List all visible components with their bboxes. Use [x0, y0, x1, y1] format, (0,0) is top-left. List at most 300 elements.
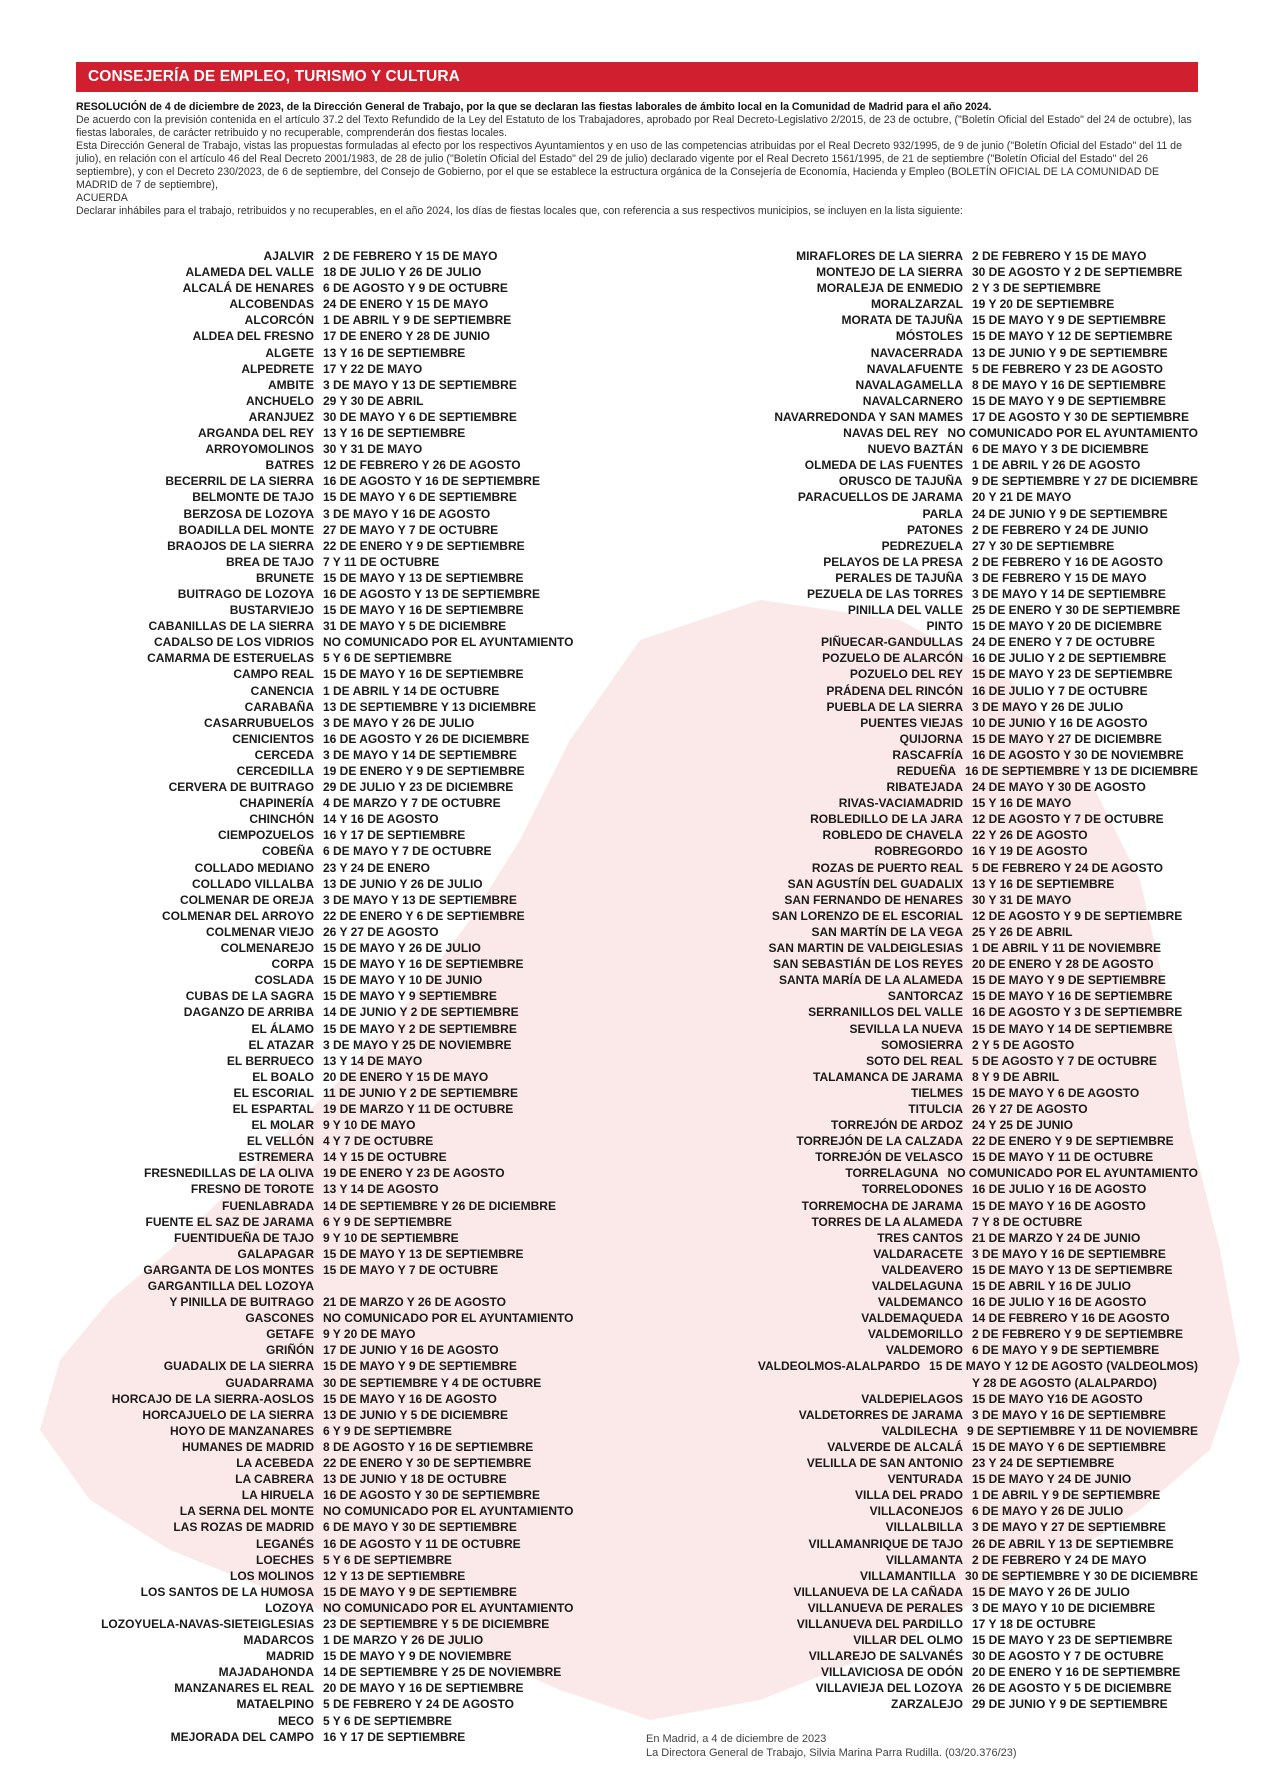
holiday-dates: 13 Y 16 DE SEPTIEMBRE: [323, 426, 466, 441]
holiday-dates: 15 DE MAYO Y 26 DE JULIO: [323, 941, 481, 956]
holiday-row: [646, 328, 1198, 344]
holiday-dates: 14 Y 16 DE AGOSTO: [323, 812, 439, 827]
municipality-name: GASCONES: [245, 1311, 314, 1326]
holiday-row: [76, 811, 636, 827]
holiday-row: [76, 1165, 636, 1181]
municipality-name: ARGANDA DEL REY: [197, 426, 314, 441]
municipality-name: BECERRIL DE LA SIERRA: [165, 474, 314, 489]
municipality-name: PUENTES VIEJAS: [860, 715, 963, 730]
municipality-name: NAVARREDONDA Y SAN MAMES: [774, 409, 963, 424]
holiday-dates: 12 DE FEBRERO Y 26 DE AGOSTO: [323, 458, 521, 473]
municipality-name: VALDILECHA: [881, 1423, 959, 1438]
holiday-dates: 2 DE FEBRERO Y 15 DE MAYO: [323, 249, 498, 263]
municipality-name: VENTURADA: [887, 1472, 963, 1487]
municipality-name: CANENCIA: [250, 683, 314, 698]
holiday-dates: 9 Y 10 DE MAYO: [323, 1118, 416, 1133]
holiday-dates: 2 Y 3 DE SEPTIEMBRE: [972, 281, 1101, 296]
municipality-name: RASCAFRÍA: [892, 747, 963, 762]
municipality-name: HOYO DE MANZANARES: [169, 1423, 314, 1438]
holiday-dates: 1 DE ABRIL Y 9 DE SEPTIEMBRE: [972, 1488, 1161, 1503]
holiday-row: [76, 1439, 636, 1455]
holiday-dates: 15 DE MAYO Y 23 DE SEPTIEMBRE: [972, 667, 1173, 682]
municipality-name: CABANILLAS DE LA SIERRA: [148, 619, 314, 634]
holiday-dates: 16 DE SEPTIEMBRE Y 13 DE DICIEMBRE: [965, 764, 1198, 778]
holiday-dates: 16 DE JULIO Y 16 DE AGOSTO: [972, 1295, 1147, 1310]
municipality-name: GARGANTILLA DEL LOZOYA: [147, 1279, 314, 1293]
holiday-row: [646, 409, 1198, 425]
holiday-dates: 13 DE SEPTIEMBRE Y 13 DICIEMBRE: [323, 699, 536, 714]
holiday-row: [76, 1214, 636, 1230]
holiday-row: [646, 747, 1198, 763]
municipality-name: PEZUELA DE LAS TORRES: [806, 586, 963, 601]
holiday-row: [76, 1037, 636, 1053]
holiday-row: [76, 1004, 636, 1020]
holiday-row: [76, 1680, 636, 1696]
holiday-dates: 5 Y 6 DE SEPTIEMBRE: [323, 651, 452, 666]
holiday-row: [646, 1149, 1198, 1165]
holiday-row: [76, 586, 636, 602]
municipality-name: CASARRUBUELOS: [203, 715, 314, 730]
holiday-dates: 16 Y 19 DE AGOSTO: [972, 844, 1088, 859]
municipality-name: LOS MOLINOS: [230, 1568, 314, 1583]
holiday-dates: 12 DE AGOSTO Y 7 DE OCTUBRE: [972, 812, 1164, 827]
holiday-dates: 29 Y 30 DE ABRIL: [323, 393, 424, 408]
municipality-name: BUITRAGO DE LOZOYA: [177, 586, 314, 601]
holiday-row: [76, 393, 636, 409]
holiday-row: [76, 361, 636, 377]
holiday-row: [76, 1230, 636, 1246]
municipality-name: NAVALAFUENTE: [866, 361, 963, 376]
municipality-name: ORUSCO DE TAJUÑA: [838, 474, 963, 489]
municipality-name: BATRES: [265, 458, 314, 473]
holiday-row: [646, 795, 1198, 811]
municipality-name: SAN LORENZO DE EL ESCORIAL: [771, 908, 963, 923]
holiday-row: [76, 1729, 636, 1745]
municipality-name: COLLADO MEDIANO: [194, 860, 314, 875]
holiday-row: [646, 1310, 1198, 1326]
holiday-dates: 1 DE ABRIL Y 26 DE AGOSTO: [972, 458, 1141, 473]
document-page: [76, 62, 1198, 1759]
holiday-row: [646, 248, 1198, 264]
holiday-dates: 6 DE MAYO Y 3 DE DICIEMBRE: [972, 442, 1149, 457]
holiday-dates: 16 DE AGOSTO Y 3 DE SEPTIEMBRE: [972, 1005, 1183, 1020]
municipality-name: COLLADO VILLALBA: [192, 876, 314, 891]
municipality-name: FUENTIDUEÑA DE TAJO: [173, 1230, 314, 1245]
municipality-name: GUADALIX DE LA SIERRA: [163, 1359, 314, 1374]
holiday-dates: 26 DE AGOSTO Y 5 DE DICIEMBRE: [972, 1681, 1172, 1696]
holiday-row: [646, 554, 1198, 570]
holiday-row: [646, 1037, 1198, 1053]
holiday-dates: 19 DE ENERO Y 23 DE AGOSTO: [323, 1166, 505, 1181]
municipality-name: RIBATEJADA: [886, 780, 963, 795]
intro-paragraph-3: Declarar inhábiles para el trabajo, retribuidos y no recuperables, en el año 2024, los días de fiestas locales que, con referencia a sus respectivos municipios, se incluyen en la lista siguiente:: [76, 205, 963, 217]
holiday-dates: 9 DE SEPTIEMBRE Y 11 DE NOVIEMBRE: [967, 1423, 1198, 1438]
holiday-dates: 15 DE MAYO Y 16 DE SEPTIEMBRE: [323, 957, 524, 972]
municipality-name: ESTREMERA: [238, 1150, 314, 1165]
holiday-row: [646, 1648, 1198, 1664]
municipality-name: VILLAVIEJA DEL LOZOYA: [815, 1681, 963, 1696]
municipality-name: CARABAÑA: [244, 699, 314, 714]
holiday-dates: 14 DE JUNIO Y 2 DE SEPTIEMBRE: [323, 1005, 519, 1020]
municipality-name: ROBLEDO DE CHAVELA: [822, 828, 963, 843]
municipality-name: VELILLA DE SAN ANTONIO: [806, 1456, 963, 1471]
holiday-dates: 14 DE SEPTIEMBRE Y 26 DE DICIEMBRE: [323, 1198, 556, 1213]
holiday-dates: 15 DE MAYO Y 9 SEPTIEMBRE: [323, 989, 497, 1004]
holiday-row: [76, 1568, 636, 1584]
holiday-dates: 15 DE MAYO Y 13 DE SEPTIEMBRE: [323, 1246, 524, 1261]
holiday-row: [76, 843, 636, 859]
holiday-row: [76, 1391, 636, 1407]
municipality-name: GARGANTA DE LOS MONTES: [143, 1262, 314, 1277]
municipality-name: TORREMOCHA DE JARAMA: [801, 1198, 963, 1213]
municipality-name: TORREJÓN DE ARDOZ: [830, 1118, 963, 1133]
municipality-name: HUMANES DE MADRID: [182, 1439, 314, 1454]
holiday-dates: 26 Y 27 DE AGOSTO: [972, 1101, 1088, 1116]
municipality-name: ARANJUEZ: [248, 409, 314, 424]
holiday-dates: 15 DE MAYO Y 13 DE SEPTIEMBRE: [323, 570, 524, 585]
holiday-row: [76, 1294, 636, 1310]
municipality-name: MÓSTOLES: [895, 329, 963, 344]
municipality-name: SERRANILLOS DEL VALLE: [808, 1005, 963, 1020]
holiday-row: [646, 1230, 1198, 1246]
municipality-name: VILLANUEVA DEL PARDILLO: [796, 1616, 963, 1631]
holiday-dates: 3 DE MAYO Y 14 DE SEPTIEMBRE: [323, 747, 517, 762]
holiday-row: [76, 666, 636, 682]
holiday-dates: 15 DE MAYO Y 26 DE JULIO: [972, 1584, 1130, 1599]
municipality-name: BERZOSA DE LOZOYA: [183, 506, 314, 521]
holiday-row: [76, 1696, 636, 1712]
holiday-dates: 9 Y 10 DE SEPTIEMBRE: [323, 1230, 459, 1245]
holiday-dates: 17 DE AGOSTO Y 30 DE SEPTIEMBRE: [972, 409, 1189, 424]
holiday-row: [76, 602, 636, 618]
holiday-dates: 15 DE MAYO Y 7 DE OCTUBRE: [323, 1262, 499, 1277]
holiday-row: [646, 956, 1198, 972]
holiday-dates: Y 28 DE AGOSTO (ALALPARDO): [972, 1375, 1157, 1390]
holiday-dates: 27 Y 30 DE SEPTIEMBRE: [972, 538, 1115, 553]
municipality-name: MADRID: [266, 1649, 314, 1664]
holiday-row: [76, 1632, 636, 1648]
municipality-name: ROBLEDILLO DE LA JARA: [810, 812, 963, 827]
municipality-name: TORRES DE LA ALAMEDA: [811, 1214, 963, 1229]
holiday-dates: 3 DE MAYO Y 25 DE NOVIEMBRE: [323, 1037, 512, 1052]
municipality-name: VALDEMANCO: [877, 1295, 963, 1310]
holiday-row: [76, 1584, 636, 1600]
holiday-row: [646, 1600, 1198, 1616]
holiday-dates: 3 DE MAYO Y 26 DE JULIO: [972, 699, 1124, 714]
holiday-dates: 26 DE ABRIL Y 13 DE SEPTIEMBRE: [972, 1536, 1174, 1551]
holiday-row: [76, 924, 636, 940]
holiday-row: [76, 1471, 636, 1487]
holiday-dates: 2 DE FEBRERO Y 9 DE SEPTIEMBRE: [972, 1327, 1183, 1342]
holiday-row: [646, 666, 1198, 682]
holiday-row: [76, 489, 636, 505]
holiday-row: [646, 1632, 1198, 1648]
holiday-row: [76, 827, 636, 843]
holiday-dates: 13 DE JUNIO Y 5 DE DICIEMBRE: [323, 1407, 508, 1422]
holiday-dates: 3 DE MAYO Y 16 DE SEPTIEMBRE: [972, 1246, 1166, 1261]
municipality-name: MAJADAHONDA: [218, 1665, 314, 1680]
municipality-name: ALGETE: [265, 345, 314, 360]
municipality-name: RIVAS-VACIAMADRID: [838, 796, 963, 811]
municipality-name: [646, 1375, 972, 1391]
holiday-row: [646, 264, 1198, 280]
municipality-name: SAN MARTÍN DE LA VEGA: [811, 924, 963, 939]
holiday-row: [646, 1471, 1198, 1487]
holiday-dates: 17 DE ENERO Y 28 DE JUNIO: [323, 329, 490, 344]
holiday-dates: 17 DE JUNIO Y 16 DE AGOSTO: [323, 1343, 499, 1358]
holiday-row: [76, 441, 636, 457]
holiday-dates: 30 Y 31 DE MAYO: [972, 892, 1072, 907]
municipality-name: ALAMEDA DEL VALLE: [185, 265, 314, 280]
holiday-dates: 3 DE MAYO Y 16 DE AGOSTO: [323, 506, 491, 521]
holiday-dates: 1 DE ABRIL Y 14 DE OCTUBRE: [323, 683, 500, 698]
holiday-row: [76, 1342, 636, 1358]
municipality-name: VILLACONEJOS: [869, 1504, 963, 1519]
holiday-dates: 10 DE JUNIO Y 16 DE AGOSTO: [972, 715, 1148, 730]
holiday-row: [646, 1214, 1198, 1230]
holiday-dates: 29 DE JUNIO Y 9 DE SEPTIEMBRE: [972, 1697, 1168, 1712]
municipality-name: VILLAMANTILLA: [860, 1568, 957, 1583]
holiday-dates: 15 DE MAYO Y 13 DE SEPTIEMBRE: [972, 1262, 1173, 1277]
municipality-name: PELAYOS DE LA PRESA: [823, 554, 963, 569]
holiday-dates: 15 DE MAYO Y 14 DE SEPTIEMBRE: [972, 1021, 1173, 1036]
municipality-name: NAVALCARNERO: [862, 393, 963, 408]
holiday-row: [76, 988, 636, 1004]
holiday-row: [76, 409, 636, 425]
municipality-name: QUIJORNA: [899, 731, 963, 746]
holiday-row: [646, 393, 1198, 409]
municipality-name: ANCHUELO: [246, 393, 314, 408]
municipality-name: BOADILLA DEL MONTE: [178, 522, 314, 537]
holiday-dates: 15 DE MAYO Y 16 DE AGOSTO: [323, 1391, 497, 1406]
municipality-name: MANZANARES EL REAL: [174, 1681, 314, 1696]
holiday-dates: 15 DE MAYO Y 9 DE SEPTIEMBRE: [323, 1584, 517, 1599]
municipality-name: LAS ROZAS DE MADRID: [173, 1520, 314, 1535]
holiday-row: [76, 699, 636, 715]
municipality-name: FRESNO DE TOROTE: [190, 1182, 314, 1197]
municipality-name: SOMOSIERRA: [880, 1037, 963, 1052]
municipality-name: POZUELO DE ALARCÓN: [822, 651, 963, 666]
holiday-dates: 3 DE MAYO Y 13 DE SEPTIEMBRE: [323, 377, 517, 392]
holiday-row: [646, 1053, 1198, 1069]
holiday-dates: 2 DE FEBRERO Y 24 DE JUNIO: [972, 522, 1149, 537]
holiday-dates: 15 DE MAYO Y 12 DE AGOSTO (VALDEOLMOS): [929, 1359, 1198, 1374]
municipality-name: PARACUELLOS DE JARAMA: [797, 490, 963, 505]
municipality-name: ARROYOMOLINOS: [205, 442, 314, 457]
municipality-name: COLMENAR VIEJO: [205, 924, 314, 939]
holiday-dates: 22 DE ENERO Y 9 DE SEPTIEMBRE: [323, 538, 525, 553]
holiday-dates: 6 Y 9 DE SEPTIEMBRE: [323, 1214, 452, 1229]
municipality-name: NAVAS DEL REY: [843, 426, 939, 441]
municipality-name: LOS SANTOS DE LA HUMOSA: [140, 1584, 314, 1599]
holiday-row: [646, 843, 1198, 859]
municipality-name: EL MOLAR: [251, 1118, 314, 1133]
municipality-name: HORCAJUELO DE LA SIERRA: [142, 1407, 314, 1422]
holiday-dates: 19 DE ENERO Y 9 DE SEPTIEMBRE: [323, 764, 525, 778]
holiday-row: [76, 1069, 636, 1085]
municipality-name: CERCEDA: [254, 747, 314, 762]
holiday-dates: 6 Y 9 DE SEPTIEMBRE: [323, 1423, 452, 1438]
holiday-row: [76, 457, 636, 473]
holiday-row: [646, 1552, 1198, 1568]
municipality-name: ALCALÁ DE HENARES: [182, 281, 314, 296]
holiday-row: [646, 1568, 1198, 1584]
municipality-name: VILLANUEVA DE LA CAÑADA: [793, 1584, 963, 1599]
holiday-dates: 15 DE MAYO Y 10 DE JUNIO: [323, 973, 483, 988]
holiday-dates: 13 DE JUNIO Y 18 DE OCTUBRE: [323, 1472, 507, 1487]
holiday-dates: 20 DE ENERO Y 16 DE SEPTIEMBRE: [972, 1665, 1181, 1680]
holiday-row: [646, 908, 1198, 924]
municipality-name: MATAELPINO: [236, 1697, 314, 1712]
holiday-dates: 24 DE MAYO Y 30 DE AGOSTO: [972, 780, 1146, 795]
holiday-dates: 13 DE JUNIO Y 26 DE JULIO: [323, 876, 483, 891]
holiday-row: [646, 1375, 1198, 1391]
holiday-dates: 6 DE MAYO Y 26 DE JULIO: [972, 1504, 1124, 1519]
holiday-row: [646, 1616, 1198, 1632]
holiday-dates: 13 Y 14 DE AGOSTO: [323, 1182, 439, 1197]
municipality-name: CERCEDILLA: [236, 764, 314, 778]
municipality-name: MEJORADA DEL CAMPO: [170, 1729, 314, 1744]
acuerda-label: ACUERDA: [76, 192, 128, 204]
intro-paragraph-1: De acuerdo con la previsión contenida en el artículo 37.2 del Texto Refundido de la Ley del Estatuto de los Trabajadores, aprobado por Real Decreto-Legislativo 2/2015, de 23 de octubre, ("Boletín Oficial del Estado" del 24 de octubre), las fiestas laborales, de carácter retribuido y no recuperable, comprenderán dos fiestas locales.: [76, 114, 1192, 139]
municipality-name: MONTEJO DE LA SIERRA: [816, 265, 963, 280]
holiday-row: [76, 634, 636, 650]
municipality-name: PATONES: [906, 522, 963, 537]
holiday-dates: 13 Y 16 DE SEPTIEMBRE: [972, 876, 1115, 891]
holiday-dates: 3 DE MAYO Y 27 DE SEPTIEMBRE: [972, 1520, 1166, 1535]
holiday-dates: 15 DE MAYO Y 23 DE SEPTIEMBRE: [972, 1633, 1173, 1648]
holiday-row: [76, 425, 636, 441]
holiday-row: [646, 1133, 1198, 1149]
section-banner: CONSEJERÍA DE EMPLEO, TURISMO Y CULTURA: [76, 62, 1198, 92]
intro-text: [76, 101, 1198, 218]
holiday-row: [646, 779, 1198, 795]
holiday-row: [646, 811, 1198, 827]
holiday-dates: 15 DE MAYO Y 20 DE DICIEMBRE: [972, 619, 1162, 634]
signature-block: [646, 1732, 1017, 1760]
holiday-dates: 15 DE MAYO Y 9 DE SEPTIEMBRE: [972, 313, 1166, 328]
holiday-dates: 8 Y 9 DE ABRIL: [972, 1069, 1060, 1084]
holiday-dates: 18 DE JULIO Y 26 DE JULIO: [323, 265, 482, 280]
municipality-name: VALDEMORO: [885, 1343, 963, 1358]
holiday-dates: 3 DE MAYO Y 10 DE DICIEMBRE: [972, 1600, 1156, 1615]
holiday-row: [76, 506, 636, 522]
holiday-row: [646, 586, 1198, 602]
holiday-dates: 15 DE MAYO Y 16 DE SEPTIEMBRE: [323, 603, 524, 618]
holiday-row: [76, 747, 636, 763]
holiday-dates: NO COMUNICADO POR EL AYUNTAMIENTO: [323, 1311, 574, 1326]
municipality-name: TALAMANCA DE JARAMA: [813, 1069, 963, 1084]
municipality-name: TITULCIA: [908, 1101, 963, 1116]
holiday-dates: 24 DE JUNIO Y 9 DE SEPTIEMBRE: [972, 506, 1168, 521]
holiday-row: [76, 683, 636, 699]
holiday-row: [646, 1326, 1198, 1342]
holiday-row: [646, 1487, 1198, 1503]
holiday-row: [646, 312, 1198, 328]
municipality-name: SAN SEBASTIÁN DE LOS REYES: [772, 957, 963, 972]
municipality-name: VILLAREJO DE SALVANÉS: [808, 1649, 963, 1664]
holiday-dates: 13 Y 14 DE MAYO: [323, 1053, 423, 1068]
holiday-dates: 25 Y 26 DE ABRIL: [972, 924, 1073, 939]
holiday-dates: 22 Y 26 DE AGOSTO: [972, 828, 1088, 843]
holiday-row: [646, 280, 1198, 296]
holiday-dates: NO COMUNICADO POR EL AYUNTAMIENTO: [947, 426, 1198, 441]
holiday-dates: 7 Y 11 DE OCTUBRE: [323, 554, 440, 569]
holiday-dates: 8 DE AGOSTO Y 16 DE SEPTIEMBRE: [323, 1439, 534, 1454]
holiday-row: [76, 554, 636, 570]
holiday-row: [646, 1085, 1198, 1101]
municipality-name: PEDREZUELA: [881, 538, 963, 553]
holiday-dates: 30 DE SEPTIEMBRE Y 30 DE DICIEMBRE: [965, 1568, 1198, 1583]
holiday-dates: 3 DE FEBRERO Y 15 DE MAYO: [972, 570, 1147, 585]
municipality-name: NUEVO BAZTÁN: [867, 442, 963, 457]
holiday-dates: 20 DE MAYO Y 16 DE SEPTIEMBRE: [323, 1681, 524, 1696]
holiday-dates: 1 DE MARZO Y 26 DE JULIO: [323, 1633, 484, 1648]
holiday-dates: 6 DE MAYO Y 9 DE SEPTIEMBRE: [972, 1343, 1160, 1358]
holiday-row: [646, 522, 1198, 538]
municipality-name: EL BERRUECO: [226, 1053, 314, 1068]
holiday-row: [76, 1616, 636, 1632]
municipality-name: COSLADA: [254, 973, 314, 988]
holiday-row: [76, 1358, 636, 1374]
municipality-name: ROZAS DE PUERTO REAL: [811, 860, 963, 875]
municipality-name: VILLAMANTA: [885, 1552, 963, 1567]
holiday-row: [76, 876, 636, 892]
municipality-name: PINILLA DEL VALLE: [847, 603, 963, 618]
holiday-dates: 29 DE JULIO Y 23 DE DICIEMBRE: [323, 780, 514, 795]
holiday-dates: 16 DE AGOSTO Y 30 DE SEPTIEMBRE: [323, 1488, 540, 1503]
municipality-name: ALCOBENDAS: [229, 297, 314, 312]
holiday-dates: 16 DE JULIO Y 16 DE AGOSTO: [972, 1182, 1147, 1197]
holiday-dates: 23 Y 24 DE ENERO: [323, 860, 430, 875]
municipality-name: COLMENAR DE OREJA: [179, 892, 314, 907]
holiday-dates: 13 Y 16 DE SEPTIEMBRE: [323, 345, 466, 360]
holiday-row: [646, 860, 1198, 876]
holiday-dates: 2 Y 5 DE AGOSTO: [972, 1037, 1075, 1052]
municipality-name: GETAFE: [266, 1327, 314, 1342]
municipality-name: POZUELO DEL REY: [849, 667, 963, 682]
holiday-row: [646, 1696, 1198, 1712]
holiday-row: [646, 699, 1198, 715]
municipality-name: EL ESPARTAL: [232, 1101, 314, 1116]
municipality-name: VALDEMAQUEDA: [861, 1311, 963, 1326]
municipality-name: COBEÑA: [261, 844, 314, 859]
holiday-dates: 15 DE MAYO Y 11 DE OCTUBRE: [972, 1150, 1154, 1165]
municipality-name: VILLAMANRIQUE DE TAJO: [808, 1536, 963, 1551]
holiday-row: [76, 248, 636, 264]
holiday-dates: 15 Y 16 DE MAYO: [972, 796, 1072, 811]
holiday-dates: NO COMUNICADO POR EL AYUNTAMIENTO: [323, 635, 574, 650]
holiday-row: [76, 1085, 636, 1101]
holiday-row: [76, 345, 636, 361]
holiday-row: [646, 876, 1198, 892]
holiday-dates: 15 DE MAYO Y 9 DE SEPTIEMBRE: [323, 1359, 517, 1374]
holiday-row: [76, 1246, 636, 1262]
municipality-name: VILLAR DEL OLMO: [853, 1633, 963, 1648]
holiday-row: [76, 779, 636, 795]
holiday-row: [76, 522, 636, 538]
holiday-row: [646, 731, 1198, 747]
municipality-name: SAN FERNANDO DE HENARES: [784, 892, 963, 907]
municipality-name: VALDEPIELAGOS: [861, 1391, 963, 1406]
holiday-row: [646, 1246, 1198, 1262]
holiday-dates: 3 DE MAYO Y 14 DE SEPTIEMBRE: [972, 586, 1166, 601]
municipality-name: MECO: [278, 1713, 314, 1728]
municipality-name: AJALVIR: [263, 249, 314, 263]
holiday-dates: 11 DE JUNIO Y 2 DE SEPTIEMBRE: [323, 1085, 518, 1100]
municipality-name: BELMONTE DE TAJO: [192, 490, 314, 505]
holiday-row: [76, 1455, 636, 1471]
